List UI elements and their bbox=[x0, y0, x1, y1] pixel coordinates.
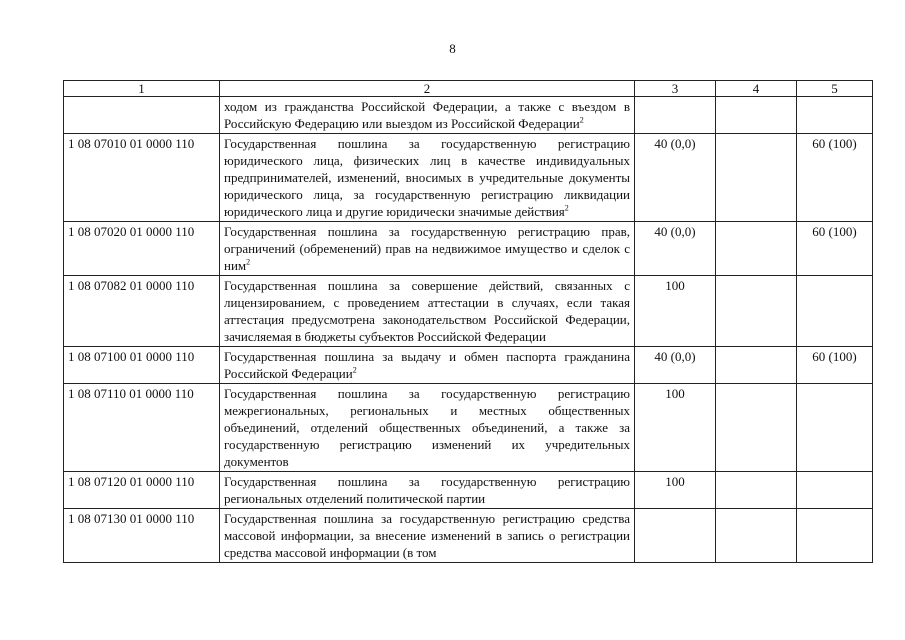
table-row bbox=[64, 97, 873, 134]
share-cell-col3: 100 bbox=[635, 384, 716, 472]
budget-code-cell: 1 08 07082 01 0000 110 bbox=[64, 276, 220, 347]
column-header-3: 3 bbox=[635, 81, 716, 97]
description-cell bbox=[220, 347, 635, 384]
description-text: Государственная пошлина за государственную регистрацию региональных отделений политической партии bbox=[224, 474, 630, 506]
budget-code-cell: 1 08 07120 01 0000 110 bbox=[64, 472, 220, 509]
share-cell-col4 bbox=[716, 509, 797, 563]
description-cell bbox=[220, 472, 635, 509]
share-cell-col5: 60 (100) bbox=[797, 347, 873, 384]
description-text: Государственная пошлина за государственную регистрацию прав, ограничений (обременений) прав на недвижимое имущество и сделок с ним bbox=[224, 224, 630, 273]
table-row bbox=[64, 222, 873, 276]
description-text: ходом из гражданства Российской Федерации, а также с въездом в Российскую Федерацию или выездом из Российской Федерации bbox=[224, 99, 630, 131]
share-cell-col4 bbox=[716, 472, 797, 509]
budget-code-cell: 1 08 07020 01 0000 110 bbox=[64, 222, 220, 276]
share-cell-col4 bbox=[716, 97, 797, 134]
table-row bbox=[64, 384, 873, 472]
description-cell bbox=[220, 276, 635, 347]
table-row bbox=[64, 134, 873, 222]
description-text: Государственная пошлина за государственную регистрацию средства массовой информации, за внесение изменений в запись о регистрации средства массовой информации (в том bbox=[224, 511, 630, 560]
description-cell bbox=[220, 222, 635, 276]
share-cell-col3: 40 (0,0) bbox=[635, 347, 716, 384]
share-cell-col5 bbox=[797, 384, 873, 472]
budget-code-cell: 1 08 07010 01 0000 110 bbox=[64, 134, 220, 222]
share-cell-col4 bbox=[716, 347, 797, 384]
share-cell-col3: 100 bbox=[635, 276, 716, 347]
column-header-4: 4 bbox=[716, 81, 797, 97]
footnote-marker: 2 bbox=[564, 203, 569, 213]
share-cell-col4 bbox=[716, 384, 797, 472]
share-cell-col5: 60 (100) bbox=[797, 222, 873, 276]
page-number: 8 bbox=[449, 41, 456, 56]
share-cell-col4 bbox=[716, 276, 797, 347]
share-cell-col5 bbox=[797, 509, 873, 563]
budget-code-cell: 1 08 07110 01 0000 110 bbox=[64, 384, 220, 472]
description-text: Государственная пошлина за государственную регистрацию юридического лица, физических лиц в качестве индивидуальных предпринимателей, изменений, вносимых в учредительные документы юридического лица, за государственную регистрацию ликвидации юридического лица и другие юридически значимые действия bbox=[224, 136, 630, 219]
description-cell bbox=[220, 97, 635, 134]
budget-code-cell: 1 08 07100 01 0000 110 bbox=[64, 347, 220, 384]
share-cell-col5: 60 (100) bbox=[797, 134, 873, 222]
share-cell-col3 bbox=[635, 97, 716, 134]
description-text: Государственная пошлина за государственную регистрацию межрегиональных, региональных и местных общественных объединений, отделений общественных объединений, а также за государственную регистрацию изменений их учредительных документов bbox=[224, 386, 630, 469]
footnote-marker: 2 bbox=[246, 257, 251, 267]
description-text: Государственная пошлина за совершение действий, связанных с лицензированием, с проведением аттестации в случаях, если такая аттестация предусмотрена законодательством Российской Федерации, зачисляемая в бюджеты субъектов Российской Федерации bbox=[224, 278, 630, 344]
column-header-5: 5 bbox=[797, 81, 873, 97]
share-cell-col4 bbox=[716, 222, 797, 276]
description-cell bbox=[220, 509, 635, 563]
column-header-2: 2 bbox=[220, 81, 635, 97]
revenue-table bbox=[63, 80, 873, 563]
share-cell-col5 bbox=[797, 472, 873, 509]
description-cell bbox=[220, 134, 635, 222]
footnote-marker: 2 bbox=[579, 115, 584, 125]
share-cell-col5 bbox=[797, 276, 873, 347]
share-cell-col3 bbox=[635, 509, 716, 563]
budget-code-cell: 1 08 07130 01 0000 110 bbox=[64, 509, 220, 563]
share-cell-col5 bbox=[797, 97, 873, 134]
table-header-row bbox=[64, 81, 873, 97]
table-row bbox=[64, 509, 873, 563]
footnote-marker: 2 bbox=[352, 365, 357, 375]
description-text: Государственная пошлина за выдачу и обмен паспорта гражданина Российской Федерации bbox=[224, 349, 630, 381]
share-cell-col4 bbox=[716, 134, 797, 222]
column-header-1: 1 bbox=[64, 81, 220, 97]
table-row bbox=[64, 347, 873, 384]
share-cell-col3: 40 (0,0) bbox=[635, 222, 716, 276]
share-cell-col3: 100 bbox=[635, 472, 716, 509]
table-row bbox=[64, 472, 873, 509]
budget-code-cell bbox=[64, 97, 220, 134]
share-cell-col3: 40 (0,0) bbox=[635, 134, 716, 222]
description-cell bbox=[220, 384, 635, 472]
table-row bbox=[64, 276, 873, 347]
